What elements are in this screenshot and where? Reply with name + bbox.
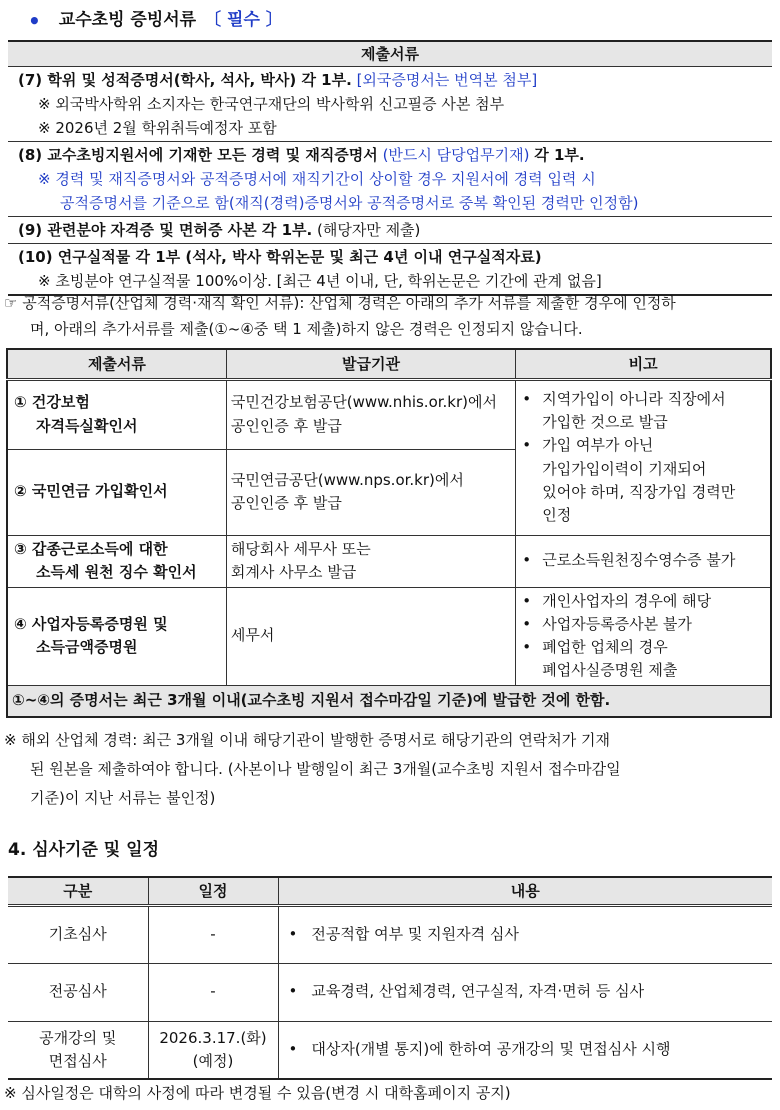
review-content: • 전공적합 여부 및 지원자격 심사 (278, 905, 772, 963)
review-type: 전공심사 (8, 963, 148, 1021)
overseas-career-note: ※ 해외 산업체 경력: 최근 3개월 이내 해당기관이 발행한 증명서로 해당기관의 연락처가 기재 된 원본을 제출하여야 합니다. (사본이나 발행일이 최근 3개월(교수초빙 지원서 접수마감일 기준)이 지난 서류는 불인정) (4, 731, 621, 807)
doc-name: ③ 갑종근로소득에 대한 소득세 원천 징수 확인서 (7, 535, 226, 587)
bullet-icon: • (28, 9, 41, 33)
section-title-text: 교수초빙 증빙서류 (58, 10, 197, 31)
doc-name: ② 국민연금 가입확인서 (7, 449, 226, 535)
review-date: - (148, 963, 278, 1021)
col-header-date: 일정 (148, 877, 278, 905)
submission-docs-box (8, 40, 772, 296)
table-row (8, 1021, 772, 1079)
col-header-content: 내용 (278, 877, 772, 905)
remarks (516, 587, 771, 685)
col-header-issuer: 발급기관 (226, 349, 515, 379)
section-4-title: 4. 심사기준 및 일정 (8, 840, 159, 860)
table-row (8, 963, 772, 1021)
table-row (7, 587, 771, 685)
issuer: 세무서 (226, 587, 515, 685)
list-item: • 개인사업자의 경우에 해당 (520, 590, 766, 613)
review-content: • 대상자(개별 통지)에 한하여 공개강의 및 면접심사 시행 (278, 1021, 772, 1079)
review-type: 공개강의 및 면접심사 (8, 1021, 148, 1079)
review-type: 기초심사 (8, 905, 148, 963)
list-item: • 사업자등록증사본 불가 (520, 613, 766, 636)
item-9: (9) 관련분야 자격증 및 면허증 사본 각 1부. (해당자만 제출) (8, 217, 772, 244)
schedule-change-note: ※ 심사일정은 대학의 사정에 따라 변경될 수 있음(변경 시 대학홈페이지 공지) (4, 1084, 511, 1102)
issuer: 해당회사 세무사 또는 회계사 사무소 발급 (226, 535, 515, 587)
item-10: (10) 연구실적물 각 1부 (석사, 박사 학위논문 및 최근 4년 이내 연구실적자료) ※ 초빙분야 연구실적물 100%이상. [최근 4년 이내, 단, 학위논문은 기간에 관계 없음] (18, 248, 602, 290)
section-title (28, 6, 283, 36)
review-date: 2026.3.17.(화) (예정) (148, 1021, 278, 1079)
list-item: • 근로소득원천징수영수증 불가 (520, 549, 766, 572)
doc-name: ④ 사업자등록증명원 및 소득금액증명원 (7, 587, 226, 685)
table-footer-note: ①~④의 증명서는 최근 3개월 이내(교수초빙 지원서 접수마감일 기준)에 발급한 것에 한함. (7, 685, 771, 717)
issuer: 국민건강보험공단(www.nhis.or.kr)에서 공인인증 후 발급 (226, 379, 515, 449)
schedule-table (8, 876, 772, 1080)
list-item: • 폐업한 업체의 경우 폐업사실증명원 제출 (520, 636, 766, 683)
col-header-docs: 제출서류 (7, 349, 226, 379)
doc-name: ① 건강보험 자격득실확인서 (7, 379, 226, 449)
submission-docs-header: 제출서류 (8, 42, 772, 67)
item-8: (8) 교수초빙지원서에 기재한 모든 경력 및 재직증명서 (반드시 담당업무기재) 각 1부. ※ 경력 및 재직증명서와 공적증명서에 재직기간이 상이할 경우 지원서에 경력 입력 시 공적증명서를 기준으로 함(재직(경력)증명서와 공적증명서로 중복 확인된 경력만 인정함) (8, 142, 772, 217)
table-footer-row (7, 685, 771, 717)
table-row (7, 535, 771, 587)
required-tag: 〔 필수 〕 (204, 10, 283, 31)
remarks (516, 535, 771, 587)
item-7: (7) 학위 및 성적증명서(학사, 석사, 박사) 각 1부. [외국증명서는 번역본 첨부] ※ 외국박사학위 소지자는 한국연구재단의 박사학위 신고필증 사본 첨부 ※ 2026년 2월 학위취득예정자 포함 (8, 67, 772, 142)
list-item: • 지역가입이 아니라 직장에서 가입한 것으로 발급 (520, 388, 766, 435)
list-item: • 가입 여부가 아닌 가입가입이력이 기재되어 있어야 하며, 직장가입 경력만 인정 (520, 434, 766, 527)
issuer: 국민연금공단(www.nps.or.kr)에서 공인인증 후 발급 (226, 449, 515, 535)
table-row (7, 379, 771, 449)
remarks (516, 379, 771, 535)
review-content: • 교육경력, 산업체경력, 연구실적, 자격·면허 등 심사 (278, 963, 772, 1021)
public-certificate-note: ☞ 공적증명서류(산업체 경력·재직 확인 서류): 산업체 경력은 아래의 추가 서류를 제출한 경우에 인정하 며, 아래의 추가서류를 제출(①~④중 택 1 제출)하지 않은 경력은 인정되지 않습니다. (4, 294, 676, 338)
review-date: - (148, 905, 278, 963)
certificate-table (6, 348, 772, 718)
col-header-remarks: 비고 (516, 349, 771, 379)
col-header-type: 구분 (8, 877, 148, 905)
table-row (8, 905, 772, 963)
